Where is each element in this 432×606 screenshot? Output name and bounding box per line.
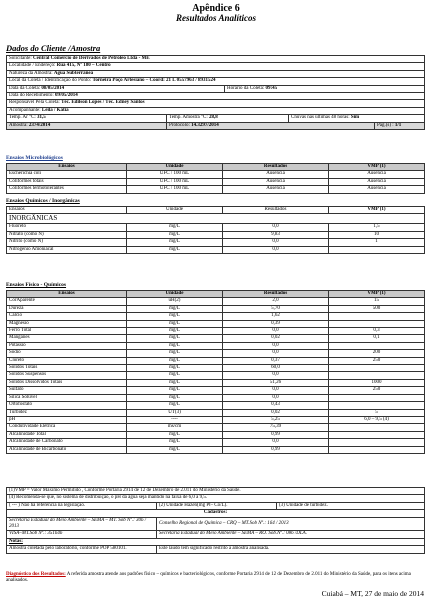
- fisico-col-resultados: Resultados: [223, 291, 329, 298]
- table-row: [7, 335, 425, 342]
- cell: mg/L: [127, 372, 223, 379]
- cell: Coliformes totais: [7, 178, 127, 185]
- cell: mg/L: [127, 239, 223, 246]
- cell: Sulfato: [7, 387, 127, 394]
- cell: Ausência: [223, 186, 329, 193]
- cell: mg/L: [127, 431, 223, 438]
- cell: pH: [7, 416, 127, 423]
- cell: Ausência: [329, 171, 425, 178]
- cell: mg/L: [127, 231, 223, 238]
- diagnosis-label: Diagnóstico dos Resultados:: [6, 572, 66, 577]
- cell: Potássio: [7, 342, 127, 349]
- cell: ----: [127, 416, 223, 423]
- acomp-label: Acompanhante:: [9, 107, 41, 113]
- cell: Ausência: [329, 186, 425, 193]
- uh-note: (2) Unidade Hazen(mg Pt– Co/L).: [157, 502, 277, 509]
- horario-label: Horário da Coleta:: [227, 85, 265, 91]
- micro-col-vmp: VMP (1): [329, 164, 425, 171]
- cell: 0,0: [223, 224, 329, 231]
- data-coleta-label: Data da Coleta:: [9, 85, 41, 91]
- cell: Sódio: [7, 350, 127, 357]
- chuvas-label: Chuvas nas últimas 48 horas:: [291, 115, 350, 121]
- cell: [329, 365, 425, 372]
- data-receb-value: 09/05/2014: [54, 93, 78, 99]
- data-receb-label: Data do Recebimento:: [9, 93, 54, 99]
- cell: mg/L: [127, 365, 223, 372]
- client-table: [6, 55, 425, 130]
- cell: mg/L: [127, 342, 223, 349]
- cell: ms/cm: [127, 424, 223, 431]
- quim-col-resultados: Resultados: [223, 207, 329, 214]
- cell: UT(3): [127, 409, 223, 416]
- cell: 0,02: [223, 409, 329, 416]
- cell: [329, 431, 425, 438]
- cell: Sólidos Suspensos: [7, 372, 127, 379]
- cell: 0,0: [223, 350, 329, 357]
- fisico-col-vmp: VMP (1): [329, 291, 425, 298]
- cell: 0,0: [223, 239, 329, 246]
- table-row: [7, 387, 425, 394]
- fisico-section-title: Ensaios Físico - Químicos: [6, 282, 67, 288]
- natureza-value: Água Subterrânea: [53, 70, 94, 76]
- cell: Alcalinidade Total: [7, 431, 127, 438]
- cell: Cloreto: [7, 357, 127, 364]
- cell: Dureza: [7, 305, 127, 312]
- cell: [329, 402, 425, 409]
- cell: mg/L: [127, 350, 223, 357]
- cell: 0,0: [223, 439, 329, 446]
- diagnosis-text: A referida amostra atende aos padrões físico – químicos e bacteriológicos, conforme Portaria 2914 de 12 de Dezembro de 2.011 do Ministério da Saúde, para os itens acima analisados.: [6, 572, 411, 583]
- visa-registration: VISA–MT.Sob Nº.: 351646: [7, 531, 157, 538]
- table-row: [7, 416, 425, 423]
- cell: 250: [329, 357, 425, 364]
- quim-col-vmp: VMP (1): [329, 207, 425, 214]
- cell: Ortofosfato: [7, 402, 127, 409]
- micro-col-ensaios: Ensaios: [7, 164, 127, 171]
- cell: 0,0: [223, 342, 329, 349]
- table-row: [7, 320, 425, 327]
- cell: Fluoreto: [7, 224, 127, 231]
- table-row: [7, 328, 425, 335]
- table-row: [7, 379, 425, 386]
- micro-section-title: Ensaios Microbiológicos: [6, 155, 63, 161]
- cell: mg/L: [127, 357, 223, 364]
- ut-note: (3) Unidade de turbidez.: [277, 502, 425, 509]
- micro-table: [6, 163, 425, 194]
- cell: mg/L: [127, 224, 223, 231]
- table-row: [7, 246, 425, 253]
- quim-table: [6, 206, 425, 254]
- table-row: [7, 350, 425, 357]
- responsavel-value: Téc. Edilson Lopes / Téc. Edney Santos: [61, 100, 145, 106]
- cell: 0,0: [223, 246, 329, 253]
- cell: mg/L: [127, 379, 223, 386]
- table-row: [7, 357, 425, 364]
- cell: 10: [329, 231, 425, 238]
- cell: Sólidos Totais: [7, 365, 127, 372]
- cell: Cálcio: [7, 313, 127, 320]
- cell: Ausência: [223, 178, 329, 185]
- cell: mg/L: [127, 402, 223, 409]
- fisico-table: [6, 290, 425, 454]
- cell: [329, 424, 425, 431]
- pag-value: 1/1: [394, 122, 402, 128]
- na-note: ( --- ) Não há referência na legislação.: [7, 502, 157, 509]
- nota-1: Amostra coletada pelo laboratório, conforme POP 580101.: [7, 546, 157, 553]
- cell: mg/L: [127, 305, 223, 312]
- cell: Magnésio: [7, 320, 127, 327]
- protocolo-label: Protocolo:: [169, 122, 190, 128]
- cell: Turbidez: [7, 409, 127, 416]
- cell: Sílica Solúvel: [7, 394, 127, 401]
- table-row: [7, 305, 425, 312]
- local-label: Local da Coleta / Identificação do Ponto:: [9, 78, 92, 84]
- micro-col-unidade: Unidade: [127, 164, 223, 171]
- cell: 0,39: [223, 320, 329, 327]
- sema-ro-registration: Secretaria Estadual do Meio Ambiente – SEMA – RO. Sob.Nº.: 086 /DLA.: [157, 531, 425, 538]
- cell: [329, 342, 425, 349]
- cell: 1: [329, 239, 425, 246]
- quim-col-unidade: Unidade: [127, 207, 223, 214]
- cell: [329, 320, 425, 327]
- cell: [329, 372, 425, 379]
- cell: Nitrogênio Amoniacal: [7, 246, 127, 253]
- page-title: Apêndice 6: [192, 3, 240, 14]
- cell: 60,0: [223, 365, 329, 372]
- cell: Sólidos Dissolvidos Totais: [7, 379, 127, 386]
- table-row: [7, 446, 425, 453]
- diagnosis: [6, 572, 424, 584]
- client-section-title: Dados do Cliente /Amostra: [6, 43, 101, 53]
- cell: 0,0: [223, 328, 329, 335]
- cell: UFC / 100 mL: [127, 171, 223, 178]
- temp-ar-value: 31,5: [37, 115, 46, 121]
- nota-2: Este laudo tem significado restrito a amostra analisada.: [157, 546, 425, 553]
- cell: 0,0: [223, 394, 329, 401]
- temp-ar-label: Temp. Ar °C:: [9, 115, 36, 121]
- notes-table: [6, 487, 425, 554]
- cell: Nitrato (como N): [7, 231, 127, 238]
- cell: uH(2): [127, 298, 223, 305]
- cell: 0,37: [223, 357, 329, 364]
- cell: 0,0: [223, 387, 329, 394]
- fisico-col-unidade: Unidade: [127, 291, 223, 298]
- notas-label: Notas:: [7, 538, 425, 545]
- table-row: [7, 178, 425, 185]
- quim-section-title: Ensaios Químicos / Inorgânicas: [6, 198, 80, 204]
- cell: [329, 246, 425, 253]
- cell: mg/L: [127, 246, 223, 253]
- page-subtitle: Resultados Analíticos: [176, 13, 256, 23]
- cell: 1,62: [223, 313, 329, 320]
- table-row: [7, 424, 425, 431]
- cell: 6,0 – 9,5 (4): [329, 416, 425, 423]
- cell: 5: [329, 409, 425, 416]
- cell: mg/L: [127, 394, 223, 401]
- localidade-label: Localidade / Endereço:: [9, 63, 56, 69]
- sema-registration: Secretaria Estadual do Meio Ambiente – SEMA – MT. Sob Nº.: 306 / 2013: [7, 517, 157, 531]
- natureza-label: Natureza da Amostra:: [9, 70, 53, 76]
- cell: 5,70: [223, 305, 329, 312]
- cell: mg/L: [127, 313, 223, 320]
- amostra-value: 2374/2014: [28, 122, 51, 128]
- cell: 1000: [329, 379, 425, 386]
- table-row: [7, 409, 425, 416]
- cell: Manganês: [7, 335, 127, 342]
- data-coleta-value: 08/05/2014: [41, 85, 65, 91]
- table-row: [7, 313, 425, 320]
- table-row: [7, 231, 425, 238]
- cell: UFC / 100 mL: [127, 178, 223, 185]
- cell: 0,1: [329, 335, 425, 342]
- table-row: [7, 342, 425, 349]
- cell: mg/L: [127, 320, 223, 327]
- micro-col-resultados: Resultados: [223, 164, 329, 171]
- cell: mg/L: [127, 446, 223, 453]
- cell: Nitrito (como N): [7, 239, 127, 246]
- table-row: [7, 298, 425, 305]
- table-row: [7, 171, 425, 178]
- table-row: [7, 224, 425, 231]
- table-row: [7, 402, 425, 409]
- cell: 0,99: [223, 431, 329, 438]
- solicitante-label: Solicitante:: [9, 56, 32, 61]
- cell: [329, 446, 425, 453]
- cell: [329, 313, 425, 320]
- cell: 0,99: [223, 446, 329, 453]
- temp-amostra-label: Temp. Amostra °C:: [169, 115, 208, 121]
- cell: Ferro Total: [7, 328, 127, 335]
- cell: 9,83: [223, 231, 329, 238]
- protocolo-value: 14.3297/2014: [191, 122, 219, 128]
- acomp-value: Leila / Katia: [41, 107, 69, 113]
- cell: mg/L: [127, 387, 223, 394]
- horario-value: 09:45: [265, 85, 278, 91]
- issue-date: Cuiabá – MT, 27 de maio de 2014: [321, 589, 424, 598]
- cell: Ausência: [223, 171, 329, 178]
- cell: 0,0: [223, 372, 329, 379]
- cell: Alcalinidade de Bicarbonato: [7, 446, 127, 453]
- cell: 5,25: [223, 416, 329, 423]
- vmp-note: (1)VMP = Valor Máximo Permitido , Conforme Portaria 2914 de 12 de Dezembro de 2.011 do Ministério da Saúde.: [7, 488, 425, 495]
- cell: 0,43: [223, 402, 329, 409]
- cell: 2,0: [223, 298, 329, 305]
- crq-registration: Conselho Regional de Química – CRQ – MT.Sob Nº.: 164 / 2013: [157, 517, 425, 531]
- localidade-value: Rua 415, Nº 180 – Centro: [56, 63, 111, 69]
- cell: 15: [329, 298, 425, 305]
- cell: Coliformes termotolerantes: [7, 186, 127, 193]
- cell: 75,39: [223, 424, 329, 431]
- cell: mg/L: [127, 439, 223, 446]
- table-row: [7, 239, 425, 246]
- cell: Ausência: [329, 178, 425, 185]
- table-row: [7, 431, 425, 438]
- inorganicas-group: INORGÂNICAS: [7, 214, 425, 224]
- amostra-label: Amostra:: [9, 122, 28, 128]
- chuvas-value: Sim: [350, 115, 360, 121]
- cell: CorAparente: [7, 298, 127, 305]
- cell: Escherichia coli: [7, 171, 127, 178]
- cell: 250: [329, 387, 425, 394]
- fisico-col-ensaios: Ensaios: [7, 291, 127, 298]
- cell: 200: [329, 350, 425, 357]
- cell: Alcalinidade de Carbonato: [7, 439, 127, 446]
- table-row: [7, 394, 425, 401]
- cell: 0,02: [223, 335, 329, 342]
- cell: [329, 394, 425, 401]
- responsavel-label: Responsável Pela Coleta:: [9, 100, 60, 106]
- ph-note: (4) Recomenda-se que, no sistema de distribuição, o pH da água seja mantido na faixa de 6,0 a 9,5.: [7, 495, 425, 502]
- cell: mg/L: [127, 328, 223, 335]
- cadastros-label: Cadastros:: [7, 510, 425, 517]
- cell: mg/L: [127, 335, 223, 342]
- cell: 500: [329, 305, 425, 312]
- cell: Condutividade Elétrica: [7, 424, 127, 431]
- table-row: [7, 186, 425, 193]
- cell: [329, 439, 425, 446]
- cell: 1,5: [329, 224, 425, 231]
- local-value: Torneira Poço Artesiano – Coord: 21 L 0557963 / 8931524: [92, 78, 216, 84]
- temp-amostra-value: 28,8: [208, 115, 218, 121]
- quim-col-ensaios: Ensaios: [7, 207, 127, 214]
- cell: UFC / 100 mL: [127, 186, 223, 193]
- solicitante-value: Central Comércio de Derivados de Petróleo Ltda - ME: [33, 56, 150, 61]
- cell: 51,26: [223, 379, 329, 386]
- pag-label: Pág.(s) :: [377, 122, 394, 128]
- cell: 0,3: [329, 328, 425, 335]
- table-row: [7, 365, 425, 372]
- table-row: [7, 439, 425, 446]
- table-row: [7, 372, 425, 379]
